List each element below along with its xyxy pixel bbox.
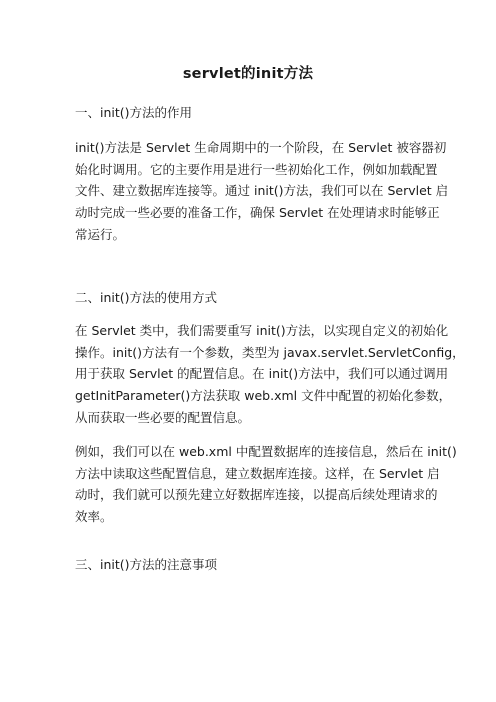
paragraph-line: 从而获取一些必要的配置信息。 (75, 409, 251, 425)
section-1-paragraph-1 (75, 137, 449, 245)
paragraph-line: getInitParameter()方法获取 web.xml 文件中配置的初始化参数， (75, 388, 452, 404)
paragraph-line: 操作。init()方法有一个参数，类型为 javax.servlet.ServletConfig， (75, 344, 465, 360)
section-2-heading: 二、init()方法的使用方式 (75, 290, 218, 305)
paragraph-line: 在 Servlet 类中，我们需要重写 init()方法，以实现自定义的初始化 (75, 323, 449, 338)
paragraph-line: 例如，我们可以在 web.xml 中配置数据库的连接信息，然后在 init() (75, 444, 457, 459)
section-2-paragraph-1 (75, 320, 465, 428)
paragraph-line: init()方法是 Servlet 生命周期中的一个阶段，在 Servlet 被容器初 (75, 140, 447, 155)
paragraph-line: 文件、建立数据库连接等。通过 init()方法，我们可以在 Servlet 启 (75, 183, 449, 199)
section-1-heading: 一、init()方法的作用 (75, 105, 193, 120)
paragraph-line: 效率。 (75, 509, 113, 525)
paragraph-line: 始化时调用。它的主要作用是进行一些初始化工作，例如加载配置 (75, 161, 438, 177)
section-2-paragraph-2 (75, 441, 457, 528)
document-title: servlet的init方法 (182, 66, 314, 82)
paragraph-line: 动时完成一些必要的准备工作，确保 Servlet 在处理请求时能够正 (75, 205, 440, 221)
paragraph-line: 常运行。 (75, 226, 126, 242)
paragraph-line: 用于获取 Servlet 的配置信息。在 init()方法中，我们可以通过调用 (75, 366, 449, 382)
paragraph-line: 方法中读取这些配置信息，建立数据库连接。这样，在 Servlet 启 (75, 465, 440, 481)
section-3-heading: 三、init()方法的注意事项 (75, 557, 218, 572)
paragraph-line: 动时，我们就可以预先建立好数据库连接，以提高后续处理请求的 (75, 487, 438, 503)
